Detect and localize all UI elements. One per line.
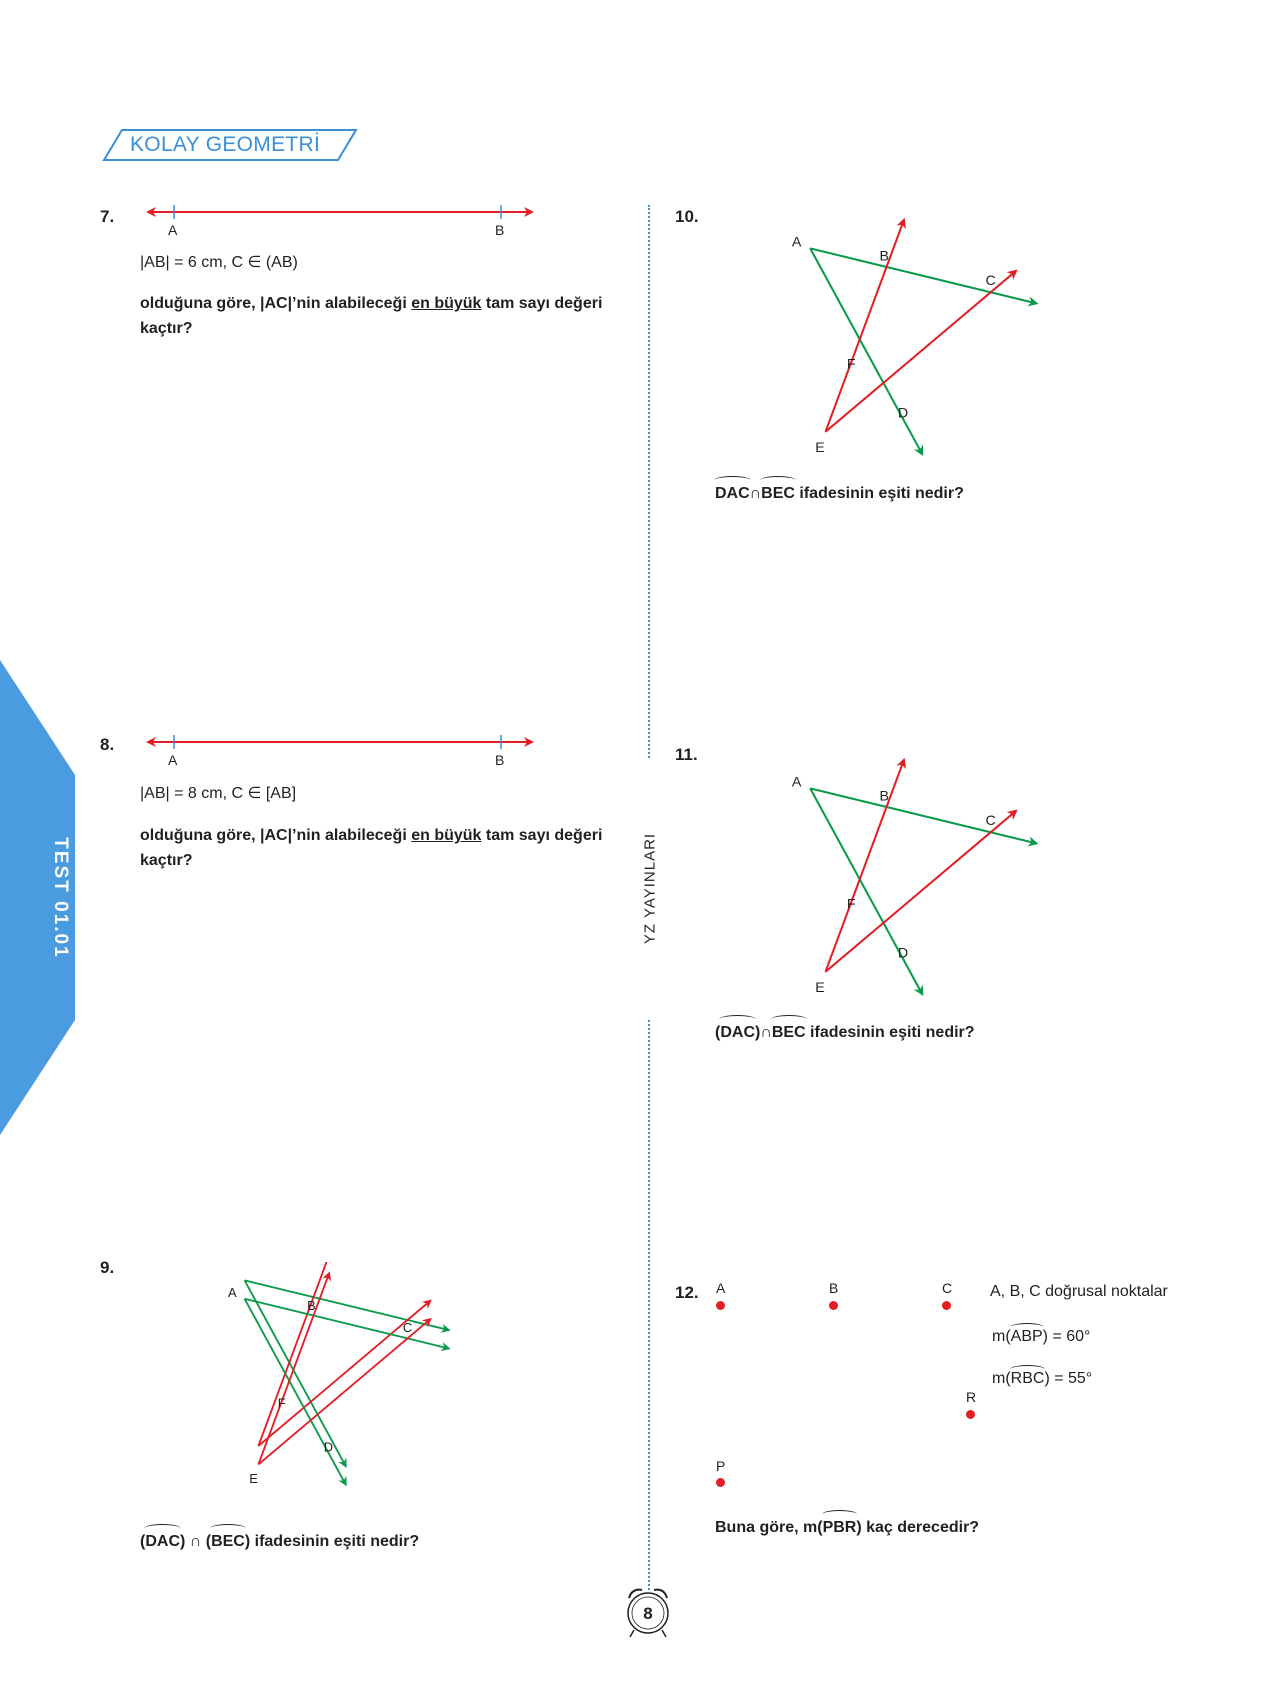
point-c-dot (942, 1301, 951, 1310)
label-a: A (228, 1284, 237, 1300)
label-e: E (815, 980, 825, 997)
q9-figure (225, 1262, 485, 1492)
page-number: 8 (643, 1604, 653, 1623)
line-ec (258, 1319, 430, 1464)
label-f: F (846, 896, 856, 913)
given-info: A, B, C doğrusal noktalar (990, 1283, 1168, 1300)
question-text-part: olduğuna göre, |AC|’nin alabileceği (140, 827, 412, 844)
angle-value: = 55° (1049, 1370, 1093, 1387)
line-ac (810, 788, 1036, 843)
question-text-part: ifadesinin eşiti nedir? (250, 1533, 420, 1550)
line-ad (245, 1299, 346, 1485)
point-label-b: B (829, 1280, 839, 1296)
arc-notation: ABP (1010, 1328, 1043, 1345)
arc-notation: DAC (715, 481, 750, 506)
question-number: 7. (100, 207, 115, 226)
question-number: 8. (100, 735, 115, 754)
label-e: E (249, 1470, 258, 1486)
point-p-dot (716, 1478, 725, 1487)
arc-notation: BEC (211, 1529, 245, 1554)
angle-rbc: m(RBC) = 55° (992, 1370, 1093, 1387)
label-a: A (791, 774, 802, 791)
label-f: F (277, 1395, 286, 1411)
point-label-c: C (942, 1280, 953, 1296)
question-number: 10. (675, 207, 699, 226)
point-label-p: P (716, 1458, 726, 1474)
question-number: 9. (100, 1258, 115, 1277)
question-text-part: Buna göre, m (715, 1519, 818, 1536)
label-f: F (846, 356, 856, 373)
question-emphasis: en büyük (411, 827, 482, 844)
question-text: Buna göre, m(PBR) kaç derecedir? (715, 1515, 1215, 1540)
intersection-symbol: ∩ (749, 485, 762, 502)
question-emphasis: en büyük (411, 295, 482, 312)
point-r-dot (966, 1410, 975, 1419)
question-text: (DAC)∩BEC ifadesinin eşiti nedir? (715, 1020, 1215, 1045)
label-d: D (897, 405, 909, 422)
point-label-b: B (495, 222, 505, 238)
label-c: C (985, 273, 996, 290)
angle-abp: m(ABP) = 60° (992, 1328, 1091, 1345)
line-ec (825, 271, 1016, 432)
angle-value: = 60° (1048, 1328, 1091, 1345)
question-text-part: ifadesinin eşiti nedir? (805, 1024, 975, 1041)
question-text (140, 291, 620, 341)
point-label-a: A (716, 1280, 726, 1296)
arc-notation: BEC (772, 1020, 806, 1045)
arc-notation: PBR (823, 1515, 857, 1540)
question-text-part: tam sayı değeri kaçtır? (140, 827, 603, 869)
label-c: C (985, 813, 996, 830)
line-ac (245, 1299, 449, 1349)
point-label-r: R (966, 1389, 977, 1405)
q11-figure (791, 745, 1065, 1005)
angle-prefix: m (992, 1370, 1006, 1387)
question-text-part: tam sayı değeri kaçtır? (140, 295, 603, 337)
question-number: 12. (675, 1283, 699, 1302)
question-text (140, 823, 620, 873)
arc-notation: DAC (145, 1529, 180, 1554)
line-ad (810, 248, 922, 457)
line-ad (810, 788, 922, 997)
line-ac (810, 248, 1036, 303)
header-tag (100, 128, 360, 162)
given-info: |AB| = 6 cm, C ∈ (AB) (140, 254, 298, 271)
question-number: 11. (675, 745, 698, 764)
label-b: B (307, 1297, 316, 1313)
arc-notation: DAC (720, 1020, 755, 1045)
arc-notation: BEC (761, 481, 795, 506)
label-c: C (402, 1319, 413, 1335)
label-a: A (791, 234, 802, 251)
question-text-part: ifadesinin eşiti nedir? (794, 485, 964, 502)
label-e: E (815, 440, 825, 457)
q10-figure (791, 205, 1065, 465)
q7-segment-figure (140, 200, 540, 240)
page-title: KOLAY GEOMETRİ (130, 133, 321, 156)
question-text-part: kaç derecedir? (861, 1519, 980, 1536)
intersection-symbol: ∩ (189, 1533, 202, 1550)
point-label-b: B (495, 752, 505, 768)
label-b: B (879, 248, 890, 265)
question-text: (DAC) ∩ (BEC) ifadesinin eşiti nedir? (140, 1529, 620, 1554)
arc-notation: RBC (1010, 1370, 1045, 1387)
point-b-dot (829, 1301, 838, 1310)
label-d: D (897, 945, 909, 962)
point-label-a: A (168, 752, 178, 768)
question-text-part: olduğuna göre, |AC|’nin alabileceği (140, 295, 412, 312)
q8-segment-figure (140, 730, 540, 770)
point-label-a: A (168, 222, 178, 238)
question-text (715, 481, 1215, 506)
side-tab-label: TEST 01.01 (50, 837, 71, 959)
label-b: B (879, 788, 890, 805)
publisher-label: YZ YAYINLARI (642, 759, 659, 1019)
given-info: |AB| = 8 cm, C ∈ [AB] (140, 785, 297, 802)
point-a-dot (716, 1301, 725, 1310)
label-d: D (323, 1439, 334, 1455)
angle-prefix: m (992, 1328, 1006, 1345)
line-ec (825, 811, 1016, 972)
intersection-symbol: ∩ (760, 1024, 772, 1041)
